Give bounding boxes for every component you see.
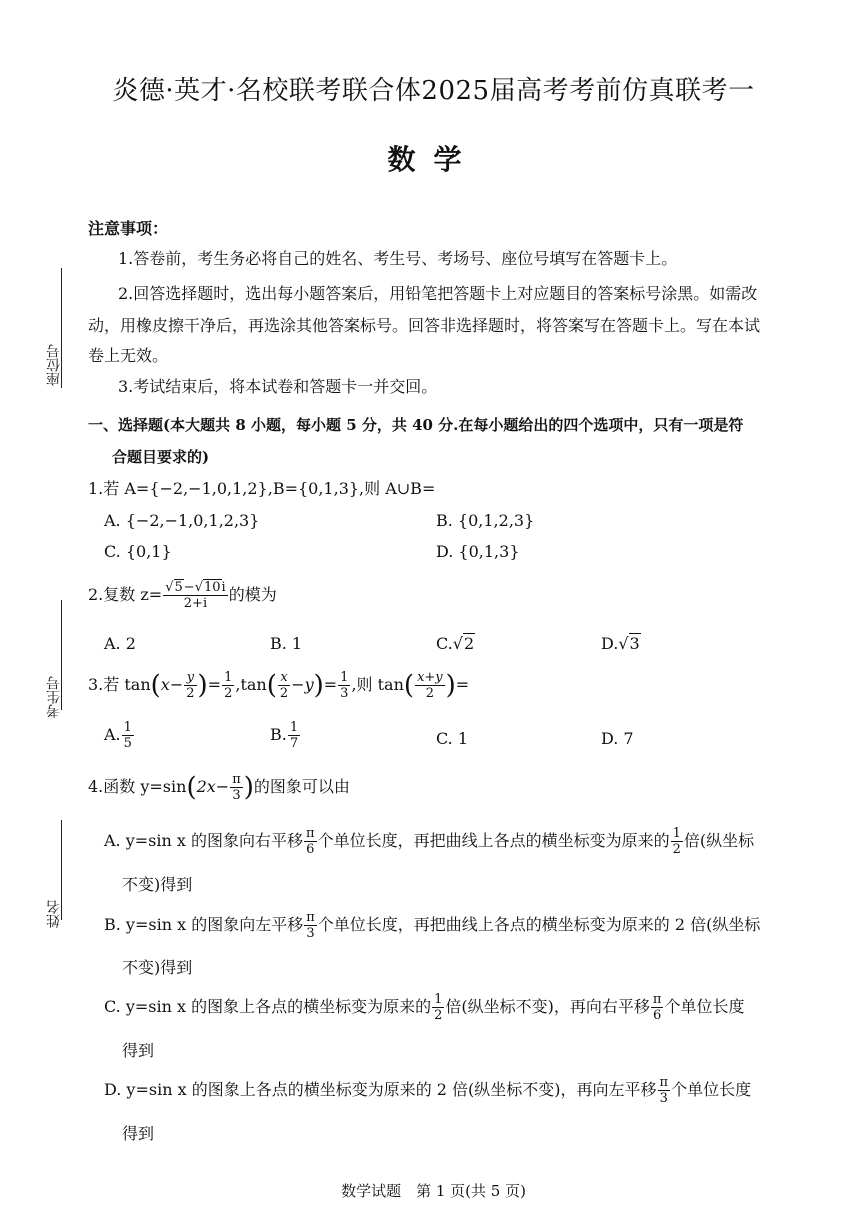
q4-option-a: A. y=sin x 的图象向右平移 $\frac{\pi}{6}$ 个单位长度，再把曲线上各点的横坐标变为原来的 $\frac{1}{2}$ 倍(纵坐标 <box>104 826 755 857</box>
name-label: 姓名 <box>46 900 62 928</box>
q2-option-c: C.√2 <box>436 634 475 653</box>
q2-den: 2+i <box>183 596 208 611</box>
q4-option-c-cont: 得到 <box>122 1041 155 1060</box>
q2-num-b: 10 <box>203 580 221 595</box>
q2-num-c: i <box>221 580 226 595</box>
q1-option-c: C. {0,1} <box>104 542 172 561</box>
q3-option-d: D. 7 <box>601 729 634 748</box>
q4-option-a-cont: 不变)得到 <box>122 875 193 894</box>
q1-stem: 1.若 A={−2,−1,0,1,2},B={0,1,3},则 A∪B= <box>88 479 436 498</box>
notice-item-2-cont2: 卷上无效。 <box>88 346 169 365</box>
q1-option-b: B. {0,1,2,3} <box>436 511 535 530</box>
exam-no-label: 考生号 <box>46 676 62 718</box>
q2-fraction: $\frac{√5-√10i}{2+i}$ <box>165 580 226 611</box>
q2-stem <box>88 580 277 611</box>
notice-item-3: 3.考试结束后，将本试卷和答题卡一并交回。 <box>118 377 438 396</box>
exam-title: 炎德·英才·名校联考联合体2025届高考考前仿真联考一 <box>112 76 755 106</box>
q2-suffix: 的模为 <box>228 585 277 604</box>
notice-item-2: 2.回答选择题时，选出每小题答案后，用铅笔把答题卡上对应题目的答案标号涂黑。如需改 <box>118 284 758 303</box>
q3-option-c: C. 1 <box>436 729 469 748</box>
notice-item-1: 1.答卷前，考生务必将自己的姓名、考生号、考场号、座位号填写在答题卡上。 <box>118 249 678 268</box>
q4-option-d: D. y=sin x 的图象上各点的横坐标变为原来的 2 倍(纵坐标不变)，再向左平移 $\frac{\pi}{3}$ 个单位长度 <box>104 1075 752 1106</box>
q1-option-a: A. {−2,−1,0,1,2,3} <box>104 511 260 530</box>
q2-num-mid: − <box>183 580 195 595</box>
q1-option-d: D. {0,1,3} <box>436 542 520 561</box>
q2-option-d: D.√3 <box>601 634 640 653</box>
q4-stem: 4.函数 y=sin(2x− $\frac{\pi}{3}$ )的图象可以由 <box>88 772 350 803</box>
q4-option-d-cont: 得到 <box>122 1124 155 1143</box>
q2-option-a: A. 2 <box>104 634 136 653</box>
section-heading: 一、选择题(本大题共 8 小题，每小题 5 分，共 40 分.在每小题给出的四个选项中，只有一项是符 <box>88 416 744 434</box>
q4-option-b: B. y=sin x 的图象向左平移 $\frac{\pi}{3}$ 个单位长度，再把曲线上各点的横坐标变为原来的 2 倍(纵坐标 <box>104 910 761 941</box>
q3-option-b: B. $\frac{1}{7}$ <box>270 720 299 751</box>
q3-stem: 3.若 tan(x− $\frac{y}{2}$ )= $\frac{1}{2}$ ,tan( $\frac{x}{2}$ −y)= $\frac{1}{3}$ ,则 tan( $\frac{x+y}{2}$ )= <box>88 670 470 701</box>
q4-option-c: C. y=sin x 的图象上各点的横坐标变为原来的 $\frac{1}{2}$ 倍(纵坐标不变)，再向右平移 $\frac{\pi}{6}$ 个单位长度 <box>104 992 745 1023</box>
subject-title: 数学 <box>387 143 480 176</box>
notice-item-2-cont: 动，用橡皮擦干净后，再选涂其他答案标号。回答非选择题时，将答案写在答题卡上。写在本试 <box>88 316 761 335</box>
q2-num-a: 5 <box>174 580 183 595</box>
q2-prefix: 2.复数 z= <box>88 585 163 604</box>
section-heading-cont: 合题目要求的) <box>112 448 210 466</box>
q2-option-b: B. 1 <box>270 634 303 653</box>
q4-option-b-cont: 不变)得到 <box>122 958 193 977</box>
page-footer: 数学试题 第 1 页(共 5 页) <box>341 1182 526 1200</box>
notice-heading: 注意事项： <box>88 219 169 238</box>
q3-option-a: A. $\frac{1}{5}$ <box>104 720 132 751</box>
seat-label: 座位号 <box>46 344 62 386</box>
